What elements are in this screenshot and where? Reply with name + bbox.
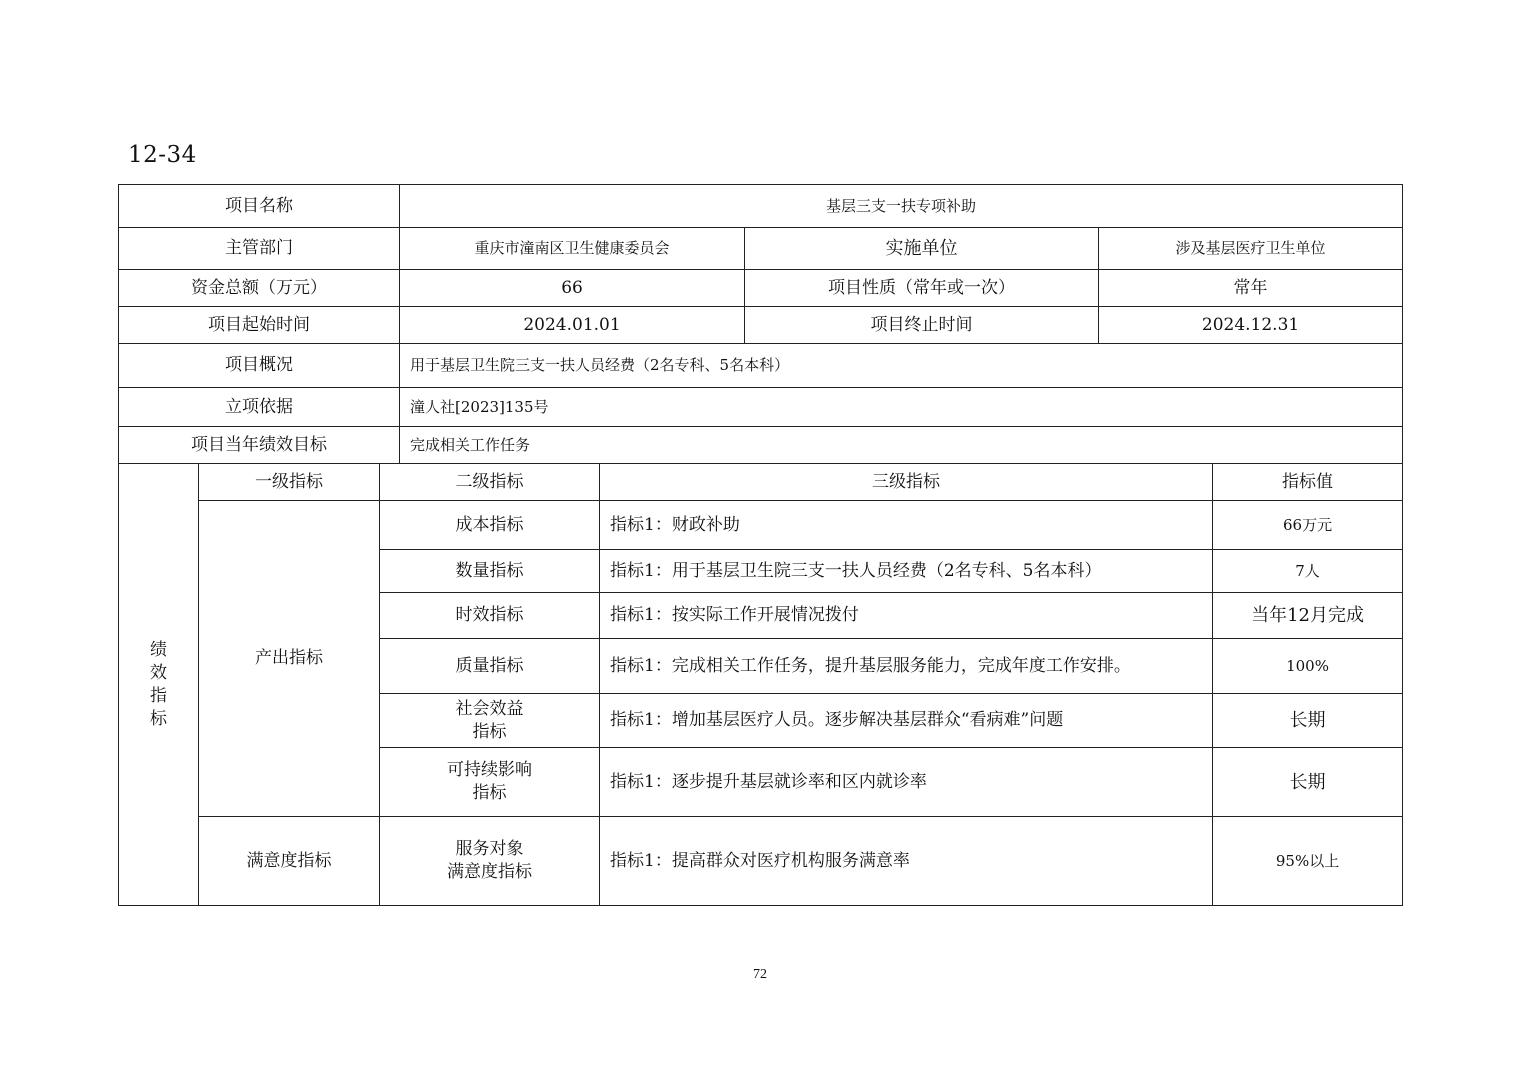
level3-header: 三级指标 [600, 464, 1213, 501]
level2-cell: 服务对象 满意度指标 [380, 817, 600, 906]
level3-cell: 指标1：提高群众对医疗机构服务满意率 [600, 817, 1213, 906]
indicator-value-cell: 95%以上 [1213, 817, 1403, 906]
indicator-header-row [119, 464, 1403, 501]
overview-label: 项目概况 [119, 344, 400, 388]
goal-label: 项目当年绩效目标 [119, 427, 400, 464]
start-time-value: 2024.01.01 [400, 307, 745, 344]
row-dates [119, 307, 1403, 344]
indicator-value-cell: 7人 [1213, 550, 1403, 593]
level2-cell: 数量指标 [380, 550, 600, 593]
level2-cell: 时效指标 [380, 593, 600, 639]
row-fund [119, 270, 1403, 307]
level3-cell: 指标1：增加基层医疗人员。逐步解决基层群众“看病难”问题 [600, 694, 1213, 748]
level2-cell: 社会效益 指标 [380, 694, 600, 748]
end-time-label: 项目终止时间 [745, 307, 1099, 344]
level3-cell: 指标1：完成相关工作任务，提升基层服务能力，完成年度工作安排。 [600, 639, 1213, 694]
table-row [119, 501, 1403, 550]
overview-value: 用于基层卫生院三支一扶人员经费（2名专科、5名本科） [400, 344, 1403, 388]
project-name-value: 基层三支一扶专项补助 [400, 185, 1403, 228]
document-id: 12-34 [128, 142, 197, 168]
fund-total-value: 66 [400, 270, 745, 307]
level2-header: 二级指标 [380, 464, 600, 501]
row-project-name [119, 185, 1403, 228]
row-overview [119, 344, 1403, 388]
fund-total-label: 资金总额（万元） [119, 270, 400, 307]
end-time-value: 2024.12.31 [1099, 307, 1403, 344]
value-header: 指标值 [1213, 464, 1403, 501]
indicator-value-cell: 66万元 [1213, 501, 1403, 550]
page-number: 72 [753, 967, 767, 982]
level3-cell: 指标1：按实际工作开展情况拨付 [600, 593, 1213, 639]
output-indicator-label: 产出指标 [199, 501, 380, 817]
level2-cell: 质量指标 [380, 639, 600, 694]
performance-indicators-side-label: 绩 效 指 标 [119, 464, 199, 906]
basis-value: 潼人社[2023]135号 [400, 388, 1403, 427]
indicator-value-cell: 长期 [1213, 748, 1403, 817]
level2-cell: 成本指标 [380, 501, 600, 550]
level3-cell: 指标1：财政补助 [600, 501, 1213, 550]
satisfaction-indicator-label: 满意度指标 [199, 817, 380, 906]
indicator-value-cell: 长期 [1213, 694, 1403, 748]
basis-label: 立项依据 [119, 388, 400, 427]
indicator-value-cell: 100% [1213, 639, 1403, 694]
indicator-value-cell: 当年12月完成 [1213, 593, 1403, 639]
level1-header: 一级指标 [199, 464, 380, 501]
row-department [119, 228, 1403, 270]
row-goal [119, 427, 1403, 464]
department-value: 重庆市潼南区卫生健康委员会 [400, 228, 745, 270]
department-label: 主管部门 [119, 228, 400, 270]
goal-value: 完成相关工作任务 [400, 427, 1403, 464]
implementing-unit-value: 涉及基层医疗卫生单位 [1099, 228, 1403, 270]
level3-cell: 指标1：用于基层卫生院三支一扶人员经费（2名专科、5名本科） [600, 550, 1213, 593]
start-time-label: 项目起始时间 [119, 307, 400, 344]
implementing-unit-label: 实施单位 [745, 228, 1099, 270]
project-nature-value: 常年 [1099, 270, 1403, 307]
project-nature-label: 项目性质（常年或一次） [745, 270, 1099, 307]
project-name-label: 项目名称 [119, 185, 400, 228]
level2-cell: 可持续影响 指标 [380, 748, 600, 817]
table-row [119, 817, 1403, 906]
level3-cell: 指标1：逐步提升基层就诊率和区内就诊率 [600, 748, 1213, 817]
performance-target-table [118, 184, 1403, 906]
row-basis [119, 388, 1403, 427]
